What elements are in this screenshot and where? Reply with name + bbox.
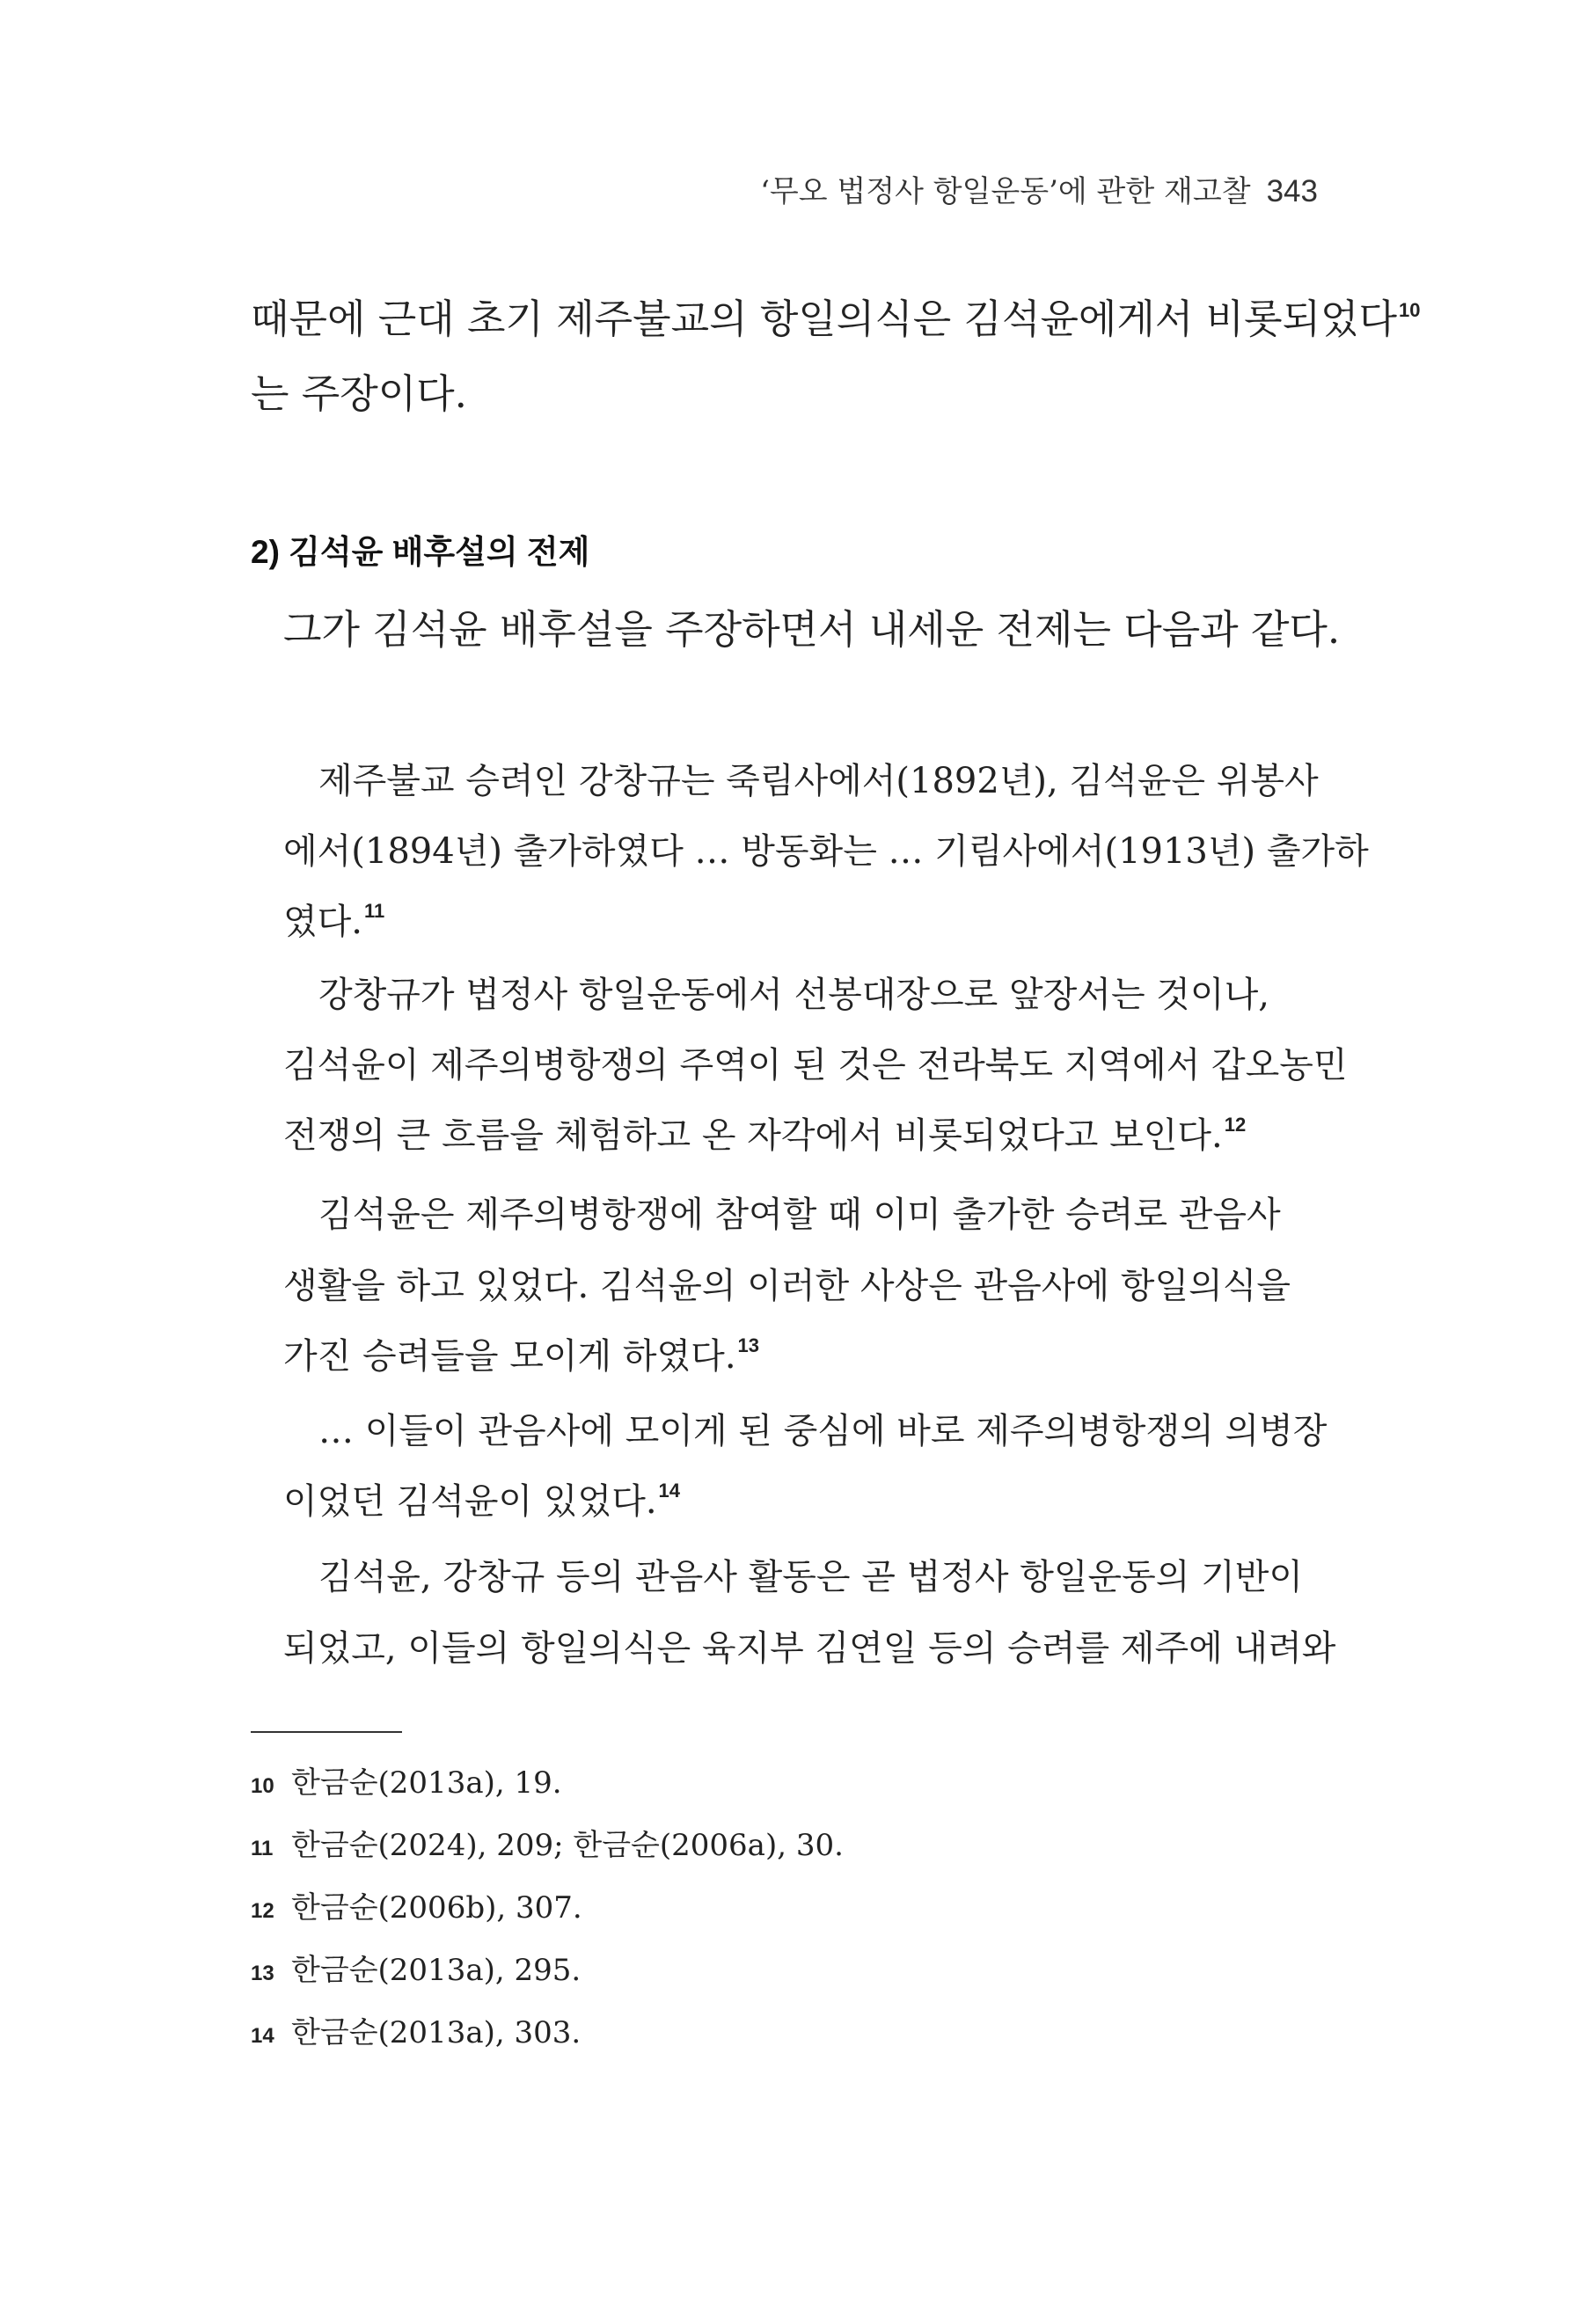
footnote-number: 11	[251, 1837, 274, 1860]
footnote-ref-13[interactable]: 13	[737, 1334, 760, 1356]
footnote-number: 12	[251, 1899, 274, 1923]
footnote-10: 10 한금순(2013a), 19.	[251, 1763, 562, 1807]
quote-2-line-3: 전쟁의 큰 흐름을 체험하고 온 자각에서 비롯되었다고 보인다.$^{12}$	[283, 1114, 1247, 1156]
footnote-number: 10	[251, 1774, 274, 1798]
footnote-ref-14[interactable]: 14	[658, 1480, 681, 1502]
running-header	[760, 172, 1318, 211]
quote-1-line-1: 제주불교 승려인 강창규는 죽림사에서(1892년), 김석윤은 위봉사	[318, 761, 1319, 801]
section-lead: 그가 김석윤 배후설을 주장하면서 내세운 전제는 다음과 같다.	[283, 606, 1341, 653]
quote-2-line-2: 김석윤이 제주의병항쟁의 주역이 된 것은 전라북도 지역에서 갑오농민	[283, 1045, 1348, 1085]
footnote-ref-10[interactable]: 10	[1399, 299, 1421, 321]
footnote-11: 11 한금순(2024), 209; 한금순(2006a), 30.	[251, 1825, 844, 1869]
footnote-13: 13 한금순(2013a), 295.	[251, 1950, 581, 1994]
quote-3-line-3: 가진 승려들을 모이게 하였다.$^{13}$	[283, 1334, 760, 1377]
quote-4-line-1: … 이들이 관음사에 모이게 된 중심에 바로 제주의병항쟁의 의병장	[318, 1411, 1328, 1451]
intro-line-2: 는 주장이다.	[251, 370, 467, 417]
footnote-divider	[251, 1731, 402, 1733]
quote-5-line-2: 되었고, 이들의 항일의식은 육지부 김연일 등의 승려를 제주에 내려와	[283, 1628, 1336, 1669]
intro-line-1: 때문에 근대 초기 제주불교의 항일의식은 김석윤에게서 비롯되었다$^{10}$	[251, 296, 1421, 342]
quote-1-line-2: 에서(1894년) 출가하였다 … 방동화는 … 기림사에서(1913년) 출가하	[283, 831, 1369, 872]
footnote-12: 12 한금순(2006b), 307.	[251, 1888, 582, 1932]
footnote-14: 14 한금순(2013a), 303.	[251, 2013, 581, 2057]
footnote-number: 14	[251, 2024, 274, 2048]
footnote-ref-11[interactable]: 11	[364, 900, 385, 922]
quote-3-line-1: 김석윤은 제주의병항쟁에 참여할 때 이미 출가한 승려로 관음사	[318, 1195, 1281, 1235]
quote-4-line-2: 이었던 김석윤이 있었다.$^{14}$	[283, 1480, 681, 1522]
quote-2-line-1: 강창규가 법정사 항일운동에서 선봉대장으로 앞장서는 것이나,	[318, 975, 1269, 1015]
running-header-title: ‘무오 법정사 항일운동’에 관한 재고찰	[760, 174, 1251, 209]
section-heading: 2) 김석윤 배후설의 전제	[251, 534, 590, 570]
footnote-ref-12[interactable]: 12	[1224, 1114, 1247, 1136]
page-number: 343	[1266, 174, 1318, 208]
quote-3-line-2: 생활을 하고 있었다. 김석윤의 이러한 사상은 관음사에 항일의식을	[283, 1266, 1291, 1306]
quote-5-line-1: 김석윤, 강창규 등의 관음사 활동은 곧 법정사 항일운동의 기반이	[318, 1557, 1304, 1597]
footnote-number: 13	[251, 1962, 274, 1985]
quote-1-line-3: 였다.$^{11}$	[283, 900, 385, 942]
